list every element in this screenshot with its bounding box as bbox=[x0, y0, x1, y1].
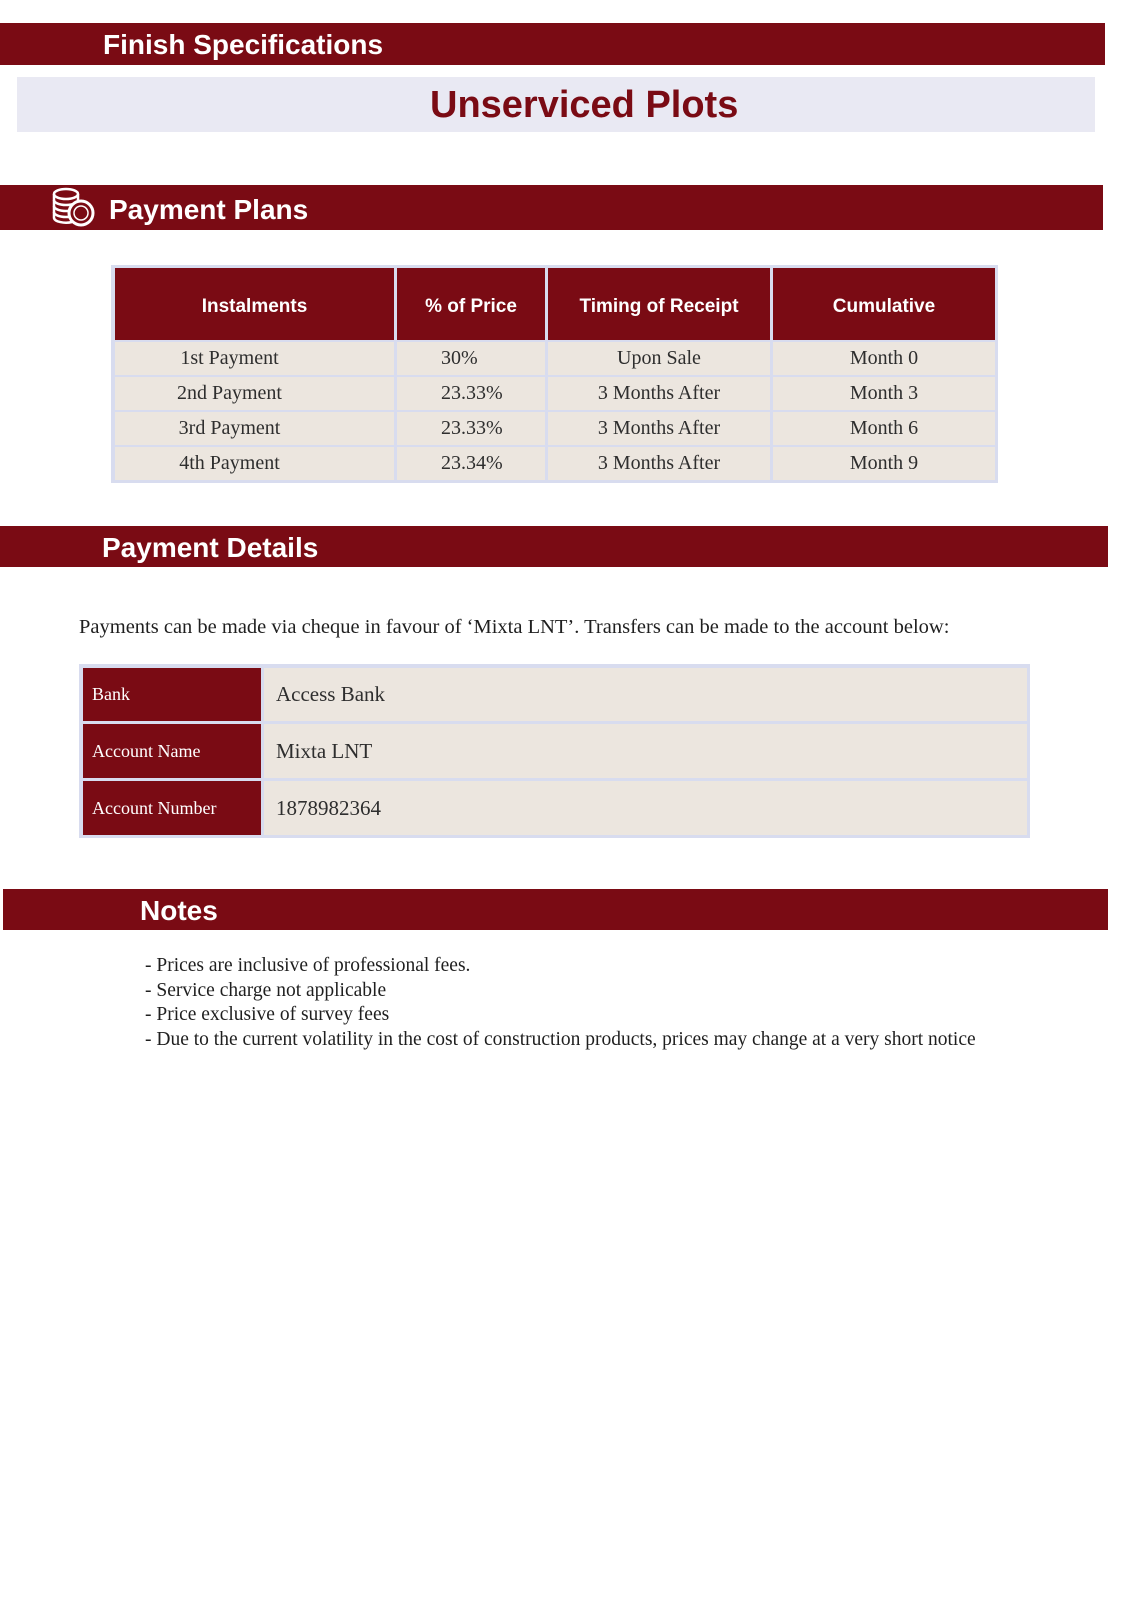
notes-title: Notes bbox=[140, 895, 218, 926]
account-name-value: Mixta LNT bbox=[264, 724, 1027, 778]
cell-percent: 30% bbox=[397, 342, 545, 375]
notes-list bbox=[145, 954, 976, 1053]
account-number-value: 1878982364 bbox=[264, 781, 1027, 835]
cell-percent: 23.33% bbox=[397, 412, 545, 445]
payment-plan-table bbox=[111, 265, 998, 483]
cell-timing: 3 Months After bbox=[548, 447, 770, 480]
cell-cumulative: Month 9 bbox=[773, 447, 995, 480]
note-item: - Prices are inclusive of professional fees. bbox=[145, 955, 471, 976]
cell-instalment: 3rd Payment bbox=[115, 412, 394, 445]
cell-cumulative: Month 0 bbox=[773, 342, 995, 375]
cell-instalment: 4th Payment bbox=[115, 447, 394, 480]
cell-timing: 3 Months After bbox=[548, 377, 770, 410]
payment-details-title: Payment Details bbox=[102, 532, 319, 563]
cell-cumulative: Month 6 bbox=[773, 412, 995, 445]
note-item: - Service charge not applicable bbox=[145, 979, 387, 1001]
notes-banner bbox=[3, 889, 1108, 930]
bank-label: Bank bbox=[83, 668, 261, 721]
finish-specifications-title: Finish Specifications bbox=[103, 29, 384, 60]
payment-instructions: Payments can be made via cheque in favour of ‘Mixta LNT’. Transfers can be made to the account below: bbox=[79, 616, 950, 638]
note-item: - Price exclusive of survey fees bbox=[145, 1004, 390, 1026]
account-name-label: Account Name bbox=[83, 724, 261, 778]
coins-icon bbox=[50, 186, 96, 229]
cell-percent: 23.34% bbox=[397, 447, 545, 480]
bank-details-table bbox=[79, 664, 1030, 838]
bank-value: Access Bank bbox=[264, 668, 1027, 721]
plot-type-panel bbox=[17, 77, 1095, 132]
cell-percent: 23.33% bbox=[397, 377, 545, 410]
header-cumulative: Cumulative bbox=[773, 268, 995, 340]
account-number-label: Account Number bbox=[83, 781, 261, 835]
cell-timing: Upon Sale bbox=[548, 342, 770, 375]
cell-instalment: 1st Payment bbox=[115, 342, 394, 375]
cell-instalment: 2nd Payment bbox=[115, 377, 394, 410]
payment-details-banner bbox=[0, 526, 1108, 567]
payment-plans-banner bbox=[0, 185, 1103, 230]
header-timing-of-receipt: Timing of Receipt bbox=[548, 268, 770, 340]
cell-timing: 3 Months After bbox=[548, 412, 770, 445]
header-percent-of-price: % of Price bbox=[397, 268, 545, 340]
plot-type-title: Unserviced Plots bbox=[430, 84, 739, 126]
payment-plans-title: Payment Plans bbox=[109, 194, 309, 225]
note-item: - Due to the current volatility in the cost of construction products, prices may change at a very short notice bbox=[145, 1029, 976, 1051]
finish-specifications-banner bbox=[0, 23, 1105, 65]
header-instalments: Instalments bbox=[115, 268, 394, 340]
cell-cumulative: Month 3 bbox=[773, 377, 995, 410]
